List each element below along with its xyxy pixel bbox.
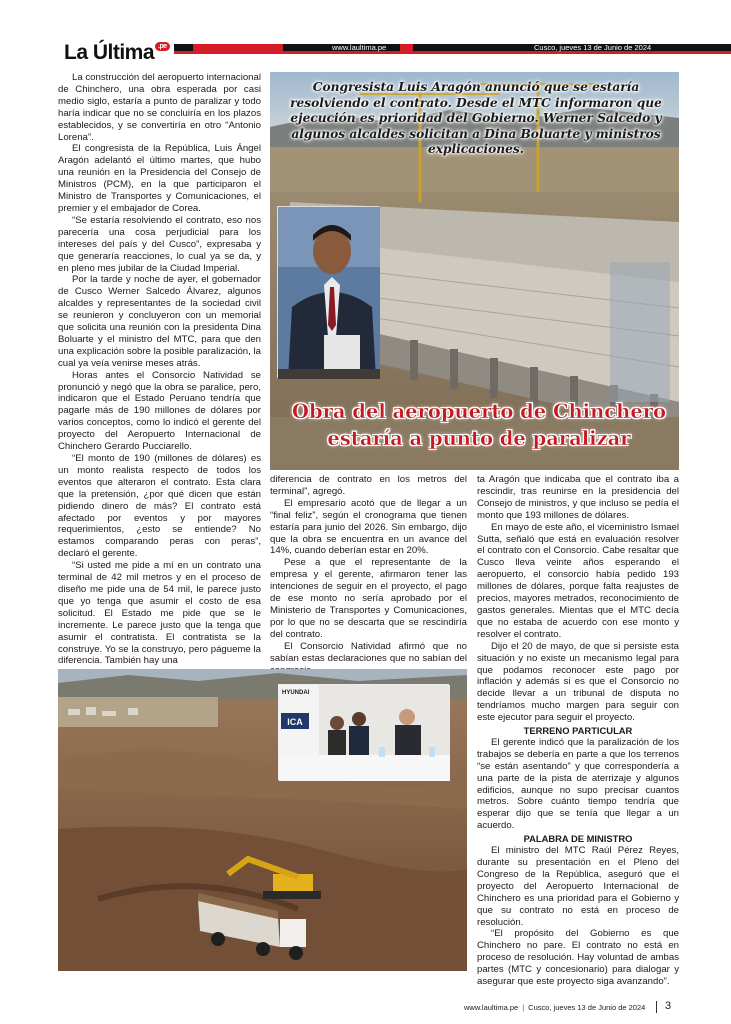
footer-url: www.laultima.pe [464, 1003, 519, 1012]
headline-line-1: Obra del aeropuerto de Chinchero [291, 400, 667, 423]
page-number: 3 [665, 1000, 672, 1012]
article-paragraph: Dijo el 20 de mayo, de que si persiste esta situación y no existe un mecanismo legal para que podamos reconocer este pago por inflación y además si es que el Consorcio no decide llevar a un tribunal de disputa no tendríamos mucho margen para seguir con este ejecutor para seguir el proyecto. [477, 640, 679, 724]
section-title-ministro: PALABRA DE MINISTRO [523, 833, 633, 845]
article-paragraph: ta Aragón que indicaba que el contrato iba a rescindir, tras reunirse en la presidencia del Consejo de ministros, y que incluso se pedía el monto que 193 millones de dólares. [477, 474, 679, 521]
article-paragraph: diferencia de contrato en los metros del terminal”, agregó. [270, 474, 467, 497]
footer-date: Cusco, jueves 13 de Junio de 2024 [528, 1003, 646, 1012]
header-accent-2 [400, 44, 413, 51]
portrait-illustration [278, 207, 380, 379]
article-paragraph: “Se estaría resolviendo el contrato, eso nos parecería una cosa perjudicial para los intereses del país y del Cusco”, expresaba y que generaría reacciones, lo cual ya se da, y en pleno mes jubilar de la Ciudad Imperial. [58, 214, 261, 274]
masthead-logo [64, 41, 170, 65]
footer-separator: | [522, 1003, 525, 1012]
header-accent [193, 44, 283, 51]
page-header [0, 38, 731, 64]
article-paragraph: “El propósito del Gobierno es que Chinchero no pare. El contrato no está en proceso de resolución. Hay voluntad de ambas partes (MTC y concesionario) para dialogar y asegurar que este proyecto siga avanzando”. [477, 928, 679, 988]
article-paragraph: El Consorcio Natividad afirmó que no sabían estas declaraciones que no sabían del [270, 640, 467, 664]
logo-text: La Última [64, 41, 155, 64]
article-paragraph: El empresario acotó que de llegar a un “final feliz”, según el cronograma que tienen estaría para junio del 2026. Sin embargo, dijo que la obra se encuentra en un avance del 14%, cuando deberían estar en 20%. [270, 497, 467, 557]
article-paragraph: El congresista de la República, Luis Ángel Aragón adelantó el último martes, que hubo una reunión en la Presidencia del Consejo de Ministros (PCM), en la que participaron el Ministro de Transportes y Comunicaciones, el premier y el embajador de Corea. [58, 143, 261, 214]
meeting-photo [278, 684, 449, 780]
section-title-terreno: TERRENO PARTICULAR [523, 725, 633, 737]
column-3-intro [477, 474, 679, 724]
article-deck: Congresista Luis Aragón anunció que se estaría resolviendo el contrato. Desde el MTC informaron que ejecución es prioridad del Gobierno. Werner Salcedo y algunos alcaldes solicitan a Dina Boluarte y ministros explicaciones. [290, 80, 662, 156]
meeting-banner-logo: ICA [287, 717, 303, 727]
article-paragraph: Por la tarde y noche de ayer, el gobernador de Cusco Werner Salcedo Álvarez, algunos alcaldes y representantes de la sociedad civil se reunieron y concluyeron con un memorial que solicita una reunión con la presidenta Dina Boluarte y el ministro del MTC, para que den una explicación sobre la posible paralización, la cual ya veía venirse meses atrás. [58, 274, 261, 369]
page-number-separator [656, 1001, 657, 1013]
article-paragraph: Pese a que el representante de la empresa y el gerente, afirmaron tener las intenciones de seguir en el proyecto, el pago de ese monto no sería aprobado por el Ministerio de Transportes y Comunicaciones, por lo que no se descarta que se rescindiría del contrato. [270, 557, 467, 640]
article-column-1 [58, 72, 261, 667]
meeting-illustration [279, 685, 450, 781]
article-paragraph: El ministro del MTC Raúl Pérez Reyes, durante su presentación en el Pleno del Congreso de la República, aseguró que el proyecto del Aeropuerto Internacional de Chinchero es una prioridad para el Gobierno y que su contrato no está en proceso de resolución. [477, 845, 679, 928]
congressman-portrait [277, 206, 379, 378]
article-column-2 [270, 474, 467, 666]
logo-badge: .pe [155, 42, 170, 51]
meeting-banner-brand: HYUNDAI [282, 690, 310, 696]
article-paragraph: “Si usted me pide a mí en un contrato una terminal de 42 mil metros y en el proceso de diseño me pide una de 54 mil, le parece justo que yo tenga que asumir el costo de esa solicitud. El Estado me pide que se le incremente. Le parece justo que la tenga que asumir el contratista. El contratista se la construye. Yo se la construyo, pero págueme la diferencia. También hay una [58, 560, 261, 667]
article-column-3 [477, 474, 679, 988]
header-date: Cusco, jueves 13 de Junio de 2024 [534, 43, 652, 52]
article-paragraph: En mayo de este año, el viceministro Ismael Sutta, señaló que está en evaluación resolver el contrato con el Consorcio. Cabe resaltar que Cusco lleva veinte años esperando el aeropuerto, el consorcio había pedido 193 millones de dólares, porque falta reajustes de precios, mayores metrados, reconocimiento de gastos generales. Mientas que el MTC decía que no estaba de acuerdo con ese monto y resolver el contrato. [477, 521, 679, 640]
column-3-section-1 [477, 737, 679, 832]
page-footer [464, 1003, 645, 1012]
header-url: www.laultima.pe [332, 43, 387, 52]
article-paragraph: Horas antes el Consorcio Natividad se pronunció y negó que la obra se paralice, pero, indicaron que el Estado Peruano tendría que pagarle más de 190 millones de dólares por varios conceptos, como lo indicó el gerente del proyecto del Aeropuerto Internacional de Chinchero Gerardo Pucciarello. [58, 369, 261, 453]
article-paragraph: La construcción del aeropuerto internacional de Chinchero, una obra esperada por casi medio siglo, estaría a punto de paralizar y todo haría indicar que no se concluiría en los plazos establecidos, y se convertiría en otro “Antonio Lorena”. [58, 72, 261, 143]
article-paragraph: El gerente indicó que la paralización de los trabajos se debería en parte a que los terrenos “se están asentando” y que correspondería a una parte de la pista de aterrizaje y algunos edificios, aunque no supo precisar cuantos metros. Sobre cuánto tiempo tendría que esperar dijo que se tenía que llegar a un acuerdo. [477, 736, 679, 832]
headline-line-2: estaría a punto de paralizar [327, 427, 631, 450]
article-headline [284, 398, 674, 452]
article-paragraph: “El monto de 190 (millones de dólares) es un monto realista respecto de todos los eventos que alteraron el contrato. Esta clara que la pretensión, ¿por qué dicen que están pidiendo dinero de más? El contrato está afectado por eventos y por mayores requerimientos, ¿esto se entiende? No estamos comparando peras con peras”, declaró el gerente. [58, 453, 261, 560]
column-3-section-2 [477, 845, 679, 988]
